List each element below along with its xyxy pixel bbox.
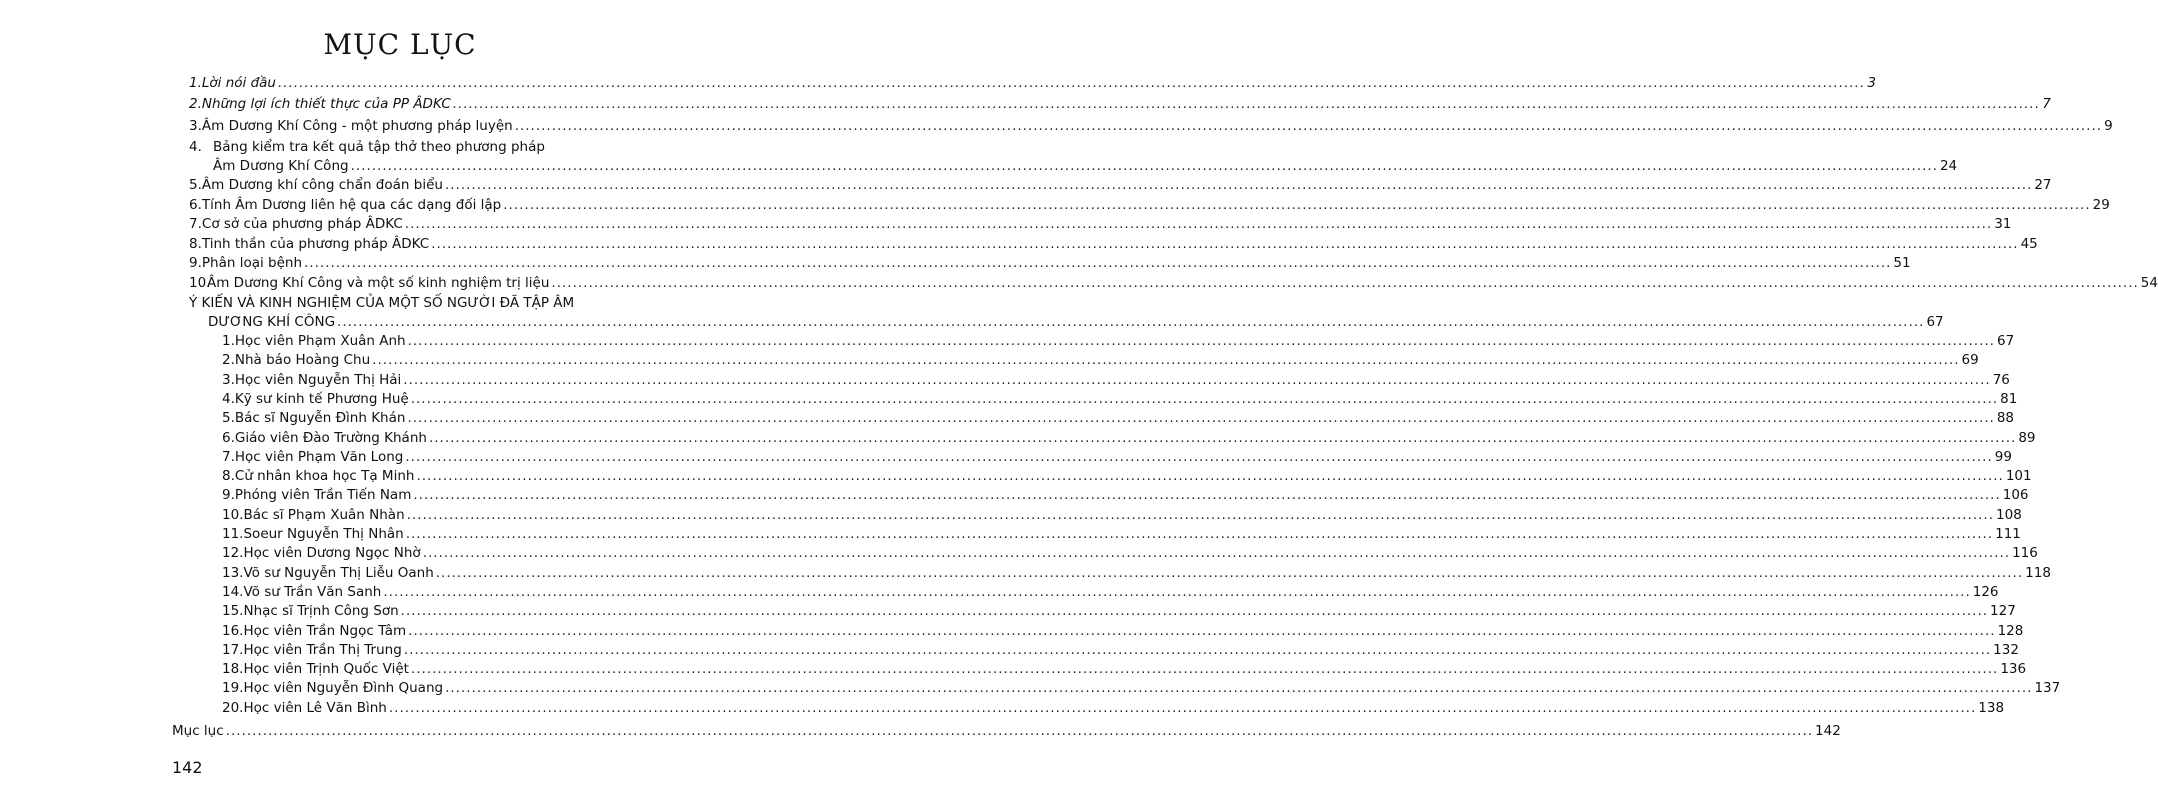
entry-page-number: 29 [2092,197,2110,213]
toc-sub-entry [222,582,1999,602]
entry-label-line: Ý KIẾN VÀ KINH NGHIỆM CỦA MỘT SỐ NGƯỜI ĐÃ TẬP ÂM [189,295,575,311]
toc-entry [189,195,2110,215]
entry-number: 7. [222,449,235,465]
entry-number: 9. [189,255,202,271]
entry-number: 1. [222,333,235,349]
entry-page-number: 132 [1993,642,2019,658]
section-heading [208,312,1944,332]
entry-page-number: 142 [1815,723,1841,739]
dot-leader: ............................................................................................................................................................................................................................................................................................................ [304,255,1892,271]
toc-sub-entry [222,389,2018,409]
toc-sub-entry [222,331,2015,351]
entry-page-number: 67 [1996,333,2015,349]
entry-page-number: 89 [2018,430,2036,446]
entry-number: 20. [222,700,244,716]
toc-sub-entry [222,408,2015,428]
toc-sub-entry [222,524,2021,544]
entry-label: Học viên Nguyễn Thị Hải [234,372,402,388]
toc-sub-entry [222,563,2051,583]
entry-number: 8. [189,236,202,252]
dot-leader: ............................................................................................................................................................................................................................................................................................................ [337,314,1925,330]
dot-leader: ............................................................................................................................................................................................................................................................................................................ [413,487,2001,503]
entry-label: Lời nói đầu [201,75,276,91]
entry-page-number: 99 [1994,449,2012,465]
dot-leader: ............................................................................................................................................................................................................................................................................................................ [551,275,2139,291]
entry-label: Nhà báo Hoàng Chu [234,352,371,368]
entry-number: 3. [189,118,202,134]
entry-page-number: 27 [2034,177,2052,193]
entry-page-number: 88 [1996,410,2015,426]
dot-leader: ............................................................................................................................................................................................................................................................................................................ [503,197,2091,213]
entry-number: 3. [222,372,235,388]
dot-leader: ............................................................................................................................................................................................................................................................................................................ [407,333,1995,349]
dot-leader: ............................................................................................................................................................................................................................................................................................................ [410,391,1999,407]
entry-label: DƯƠNG KHÍ CÔNG [208,314,336,330]
entry-label: Cử nhân khoa học Tạ Minh [234,468,415,484]
entry-page-number: 128 [1997,623,2024,639]
entry-label: Nhạc sĩ Trịnh Công Sơn [243,603,399,619]
entry-number: 11. [222,526,244,542]
entry-page-number: 106 [2002,487,2029,503]
entry-number: 4. [189,139,202,155]
entry-number: 18. [222,661,244,677]
dot-leader: ............................................................................................................................................................................................................................................................................................................ [388,700,1977,716]
entry-label: Giáo viên Đào Trường Khánh [234,430,427,446]
dot-leader: ............................................................................................................................................................................................................................................................................................................ [407,410,1995,426]
dot-leader: ............................................................................................................................................................................................................................................................................................................ [405,449,1993,465]
toc-sub-entry [222,466,2032,486]
entry-label: Âm Dương Khí Công [213,158,349,174]
entry-number: 17. [222,642,244,658]
entry-label: Những lợi ích thiết thực của PP ÂDKC [201,96,451,112]
dot-leader: ............................................................................................................................................................................................................................................................................................................ [350,158,1938,174]
entry-page-number: 51 [1893,255,1911,271]
toc-sub-entry [222,543,2038,563]
toc-entry [189,234,2038,254]
dot-leader: ............................................................................................................................................................................................................................................................................................................ [400,603,1989,619]
entry-number: 6. [222,430,235,446]
entry-label-line: Bảng kiểm tra kết quả tập thở theo phương pháp [213,139,545,155]
toc-sub-entry [222,447,2012,467]
toc-sub-entry [222,640,2019,660]
toc-sub-entry [222,621,2024,641]
entry-number: 5. [222,410,235,426]
entry-number: 4. [222,391,235,407]
dot-leader: ............................................................................................................................................................................................................................................................................................................ [422,545,2011,561]
entry-label: Tinh thần của phương pháp ÂDKC [201,236,430,252]
entry-number: 2. [189,96,202,112]
entry-label: Soeur Nguyễn Thị Nhân [243,526,404,542]
section-heading-line [189,293,574,313]
toc-sub-entry [222,505,2022,525]
entry-page-number: 111 [1995,526,2021,542]
entry-number: 13. [222,565,244,581]
entry-number: 19. [222,680,244,696]
entry-label: Võ sư Nguyễn Thị Liễu Oanh [243,565,434,581]
entry-page-number: 3 [1867,75,1876,91]
toc-entry [189,73,1876,93]
entry-number: 10. [222,507,244,523]
entry-number: 12. [222,545,244,561]
entry-page-number: 126 [1972,584,1999,600]
toc-entry [189,253,1911,273]
entry-label: Tính Âm Dương liên hệ qua các dạng đối lập [201,197,502,213]
entry-number: 1. [189,75,202,91]
entry-number: 5. [189,177,202,193]
entry-page-number: 81 [2000,391,2018,407]
entry-page-number: 138 [1978,700,2005,716]
toc-sub-entry [222,350,1979,370]
entry-page-number: 136 [2000,661,2027,677]
entry-number: 15. [222,603,244,619]
dot-leader: ............................................................................................................................................................................................................................................................................................................ [408,623,1996,639]
entry-page-number: 31 [1994,216,2012,232]
entry-label: Học viên Phạm Văn Long [234,449,404,465]
toc-entry [189,273,2158,293]
entry-number: 14. [222,584,244,600]
entry-number: 6. [189,197,202,213]
entry-label: Cơ sở của phương pháp ÂDKC [201,216,403,232]
dot-leader: ............................................................................................................................................................................................................................................................................................................ [444,177,2033,193]
toc-entry [189,214,2012,234]
entry-label: Học viên Trần Thị Trung [243,642,402,658]
entry-label: Âm Dương Khí Công - một phương pháp luyện [201,118,513,134]
entry-page-number: 76 [1992,372,2010,388]
entry-number: 9. [222,487,235,503]
entry-page-number: 45 [2020,236,2038,252]
dot-leader: ............................................................................................................................................................................................................................................................................................................ [514,118,2103,134]
dot-leader: ............................................................................................................................................................................................................................................................................................................ [383,584,1971,600]
entry-label: Học viên Dương Ngọc Nhờ [243,545,421,561]
entry-page-number: 137 [2034,680,2061,696]
entry-page-number: 24 [1939,158,1958,174]
entry-label: Kỹ sư kinh tế Phương Huệ [234,391,409,407]
footer-page-number: 142 [172,758,203,777]
dot-leader: ............................................................................................................................................................................................................................................................................................................ [372,352,1960,368]
dot-leader: ............................................................................................................................................................................................................................................................................................................ [277,75,1866,91]
page-title: MỤC LỤC [323,28,477,61]
entry-number: 16. [222,623,244,639]
dot-leader: ............................................................................................................................................................................................................................................................................................................ [428,430,2017,446]
entry-page-number: 127 [1990,603,2016,619]
entry-label: Võ sư Trần Văn Sanh [243,584,382,600]
entry-label: Học viên Nguyễn Đình Quang [243,680,444,696]
toc-sub-entry [222,428,2036,448]
dot-leader: ............................................................................................................................................................................................................................................................................................................ [416,468,2004,484]
entry-label: Học viên Lê Văn Bình [243,700,387,716]
dot-leader: ............................................................................................................................................................................................................................................................................................................ [403,642,1992,658]
toc-entry [189,94,2051,114]
dot-leader: ............................................................................................................................................................................................................................................................................................................ [410,661,1999,677]
dot-leader: ............................................................................................................................................................................................................................................................................................................ [404,216,1993,232]
entry-label: Âm Dương khí công chẩn đoán biểu [201,177,443,193]
entry-number: 7. [189,216,202,232]
toc-sub-entry [222,659,2027,679]
entry-label: Bác sĩ Nguyễn Đình Khán [234,410,406,426]
entry-page-number: 108 [1996,507,2022,523]
toc-sub-entry [222,485,2029,505]
entry-page-number: 116 [2012,545,2038,561]
entry-page-number: 101 [2005,468,2032,484]
dot-leader: ............................................................................................................................................................................................................................................................................................................ [405,526,1994,542]
dot-leader: ............................................................................................................................................................................................................................................................................................................ [435,565,2024,581]
entry-page-number: 54 [2140,275,2158,291]
toc-entry [189,116,2113,136]
entry-page-number: 7 [2042,96,2051,112]
entry-label: Học viên Phạm Xuân Anh [234,333,406,349]
toc-sub-entry [222,678,2061,698]
dot-leader: ............................................................................................................................................................................................................................................................................................................ [452,96,2041,112]
dot-leader: ............................................................................................................................................................................................................................................................................................................ [406,507,1995,523]
entry-number: 10. [189,275,211,291]
toc-sub-entry [222,698,2005,718]
toc-entry-line [189,137,545,157]
entry-page-number: 67 [1926,314,1944,330]
entry-label: Phóng viên Trần Tiến Nam [234,487,412,503]
entry-label: Mục lục [172,723,224,739]
entry-page-number: 9 [2104,118,2113,134]
entry-number: 2. [222,352,235,368]
toc-entry [213,156,1958,176]
entry-page-number: 118 [2025,565,2051,581]
toc-sub-entry [222,601,2016,621]
entry-label: Học viên Trịnh Quốc Việt [243,661,409,677]
dot-leader: ............................................................................................................................................................................................................................................................................................................ [445,680,2033,696]
entry-label: Học viên Trần Ngọc Tâm [243,623,407,639]
entry-page-number: 69 [1961,352,1979,368]
entry-number: 8. [222,468,235,484]
entry-label: Phân loại bệnh [201,255,303,271]
toc-final-entry [172,721,1841,741]
entry-label: Bác sĩ Phạm Xuân Nhàn [243,507,405,523]
entry-label: Âm Dương Khí Công và một số kinh nghiệm trị liệu [207,275,550,291]
dot-leader: ............................................................................................................................................................................................................................................................................................................ [225,723,1814,739]
dot-leader: ............................................................................................................................................................................................................................................................................................................ [403,372,1991,388]
toc-sub-entry [222,370,2010,390]
toc-entry [189,175,2052,195]
dot-leader: ............................................................................................................................................................................................................................................................................................................ [431,236,2019,252]
